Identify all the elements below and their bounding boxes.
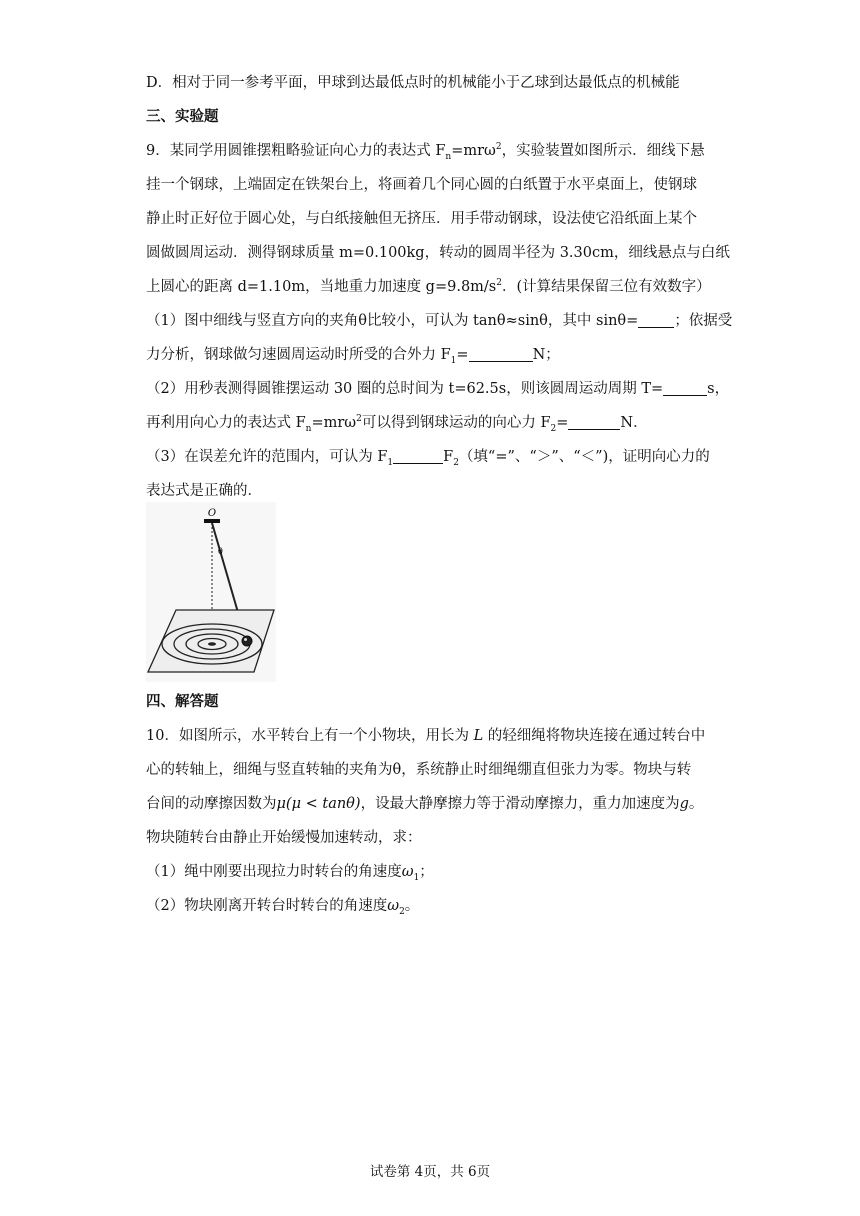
question-9-part-3-cont: 表达式是正确的． — [146, 483, 262, 499]
question-9-part-1-cont: 力分析，钢球做匀速圆周运动时所受的合外力 $F_1= N$； — [146, 347, 560, 366]
question-9-part-2: （2）用秒表测得圆锥摆运动 30 圈的总时间为 t=62.5s，则该圆周运动周期 T= s， — [146, 381, 730, 397]
answer-blank-period[interactable] — [663, 381, 707, 396]
section-heading-experiment: 三、实验题 — [146, 108, 219, 125]
conical-pendulum-figure — [146, 502, 276, 682]
steel-ball — [242, 636, 252, 646]
answer-blank-compare[interactable] — [393, 449, 443, 464]
answer-blank-sin[interactable] — [638, 313, 674, 328]
question-9-line-4: 圆做圆周运动．测得钢球质量 m=0.100kg，转动的圆周半径为 3.30cm，细线悬点与白纸 — [146, 245, 730, 261]
question-9-line-3: 静止时正好位于圆心处，与白纸接触但无挤压．用手带动钢球，设法使它沿纸面上某个 — [146, 211, 697, 227]
answer-blank-f1[interactable] — [469, 347, 533, 362]
question-10-part-2: （2）物块刚离开转台时转台的角速度$\omega_2$。 — [146, 898, 420, 917]
question-10-line-2: 心的转轴上，细绳与竖直转轴的夹角为θ，系统静止时细绳绷直但张力为零。物块与转 — [146, 762, 692, 778]
page-footer: 试卷第 4页，共 6页 — [369, 1164, 491, 1180]
ball-highlight — [244, 638, 247, 641]
answer-blank-f2[interactable] — [568, 415, 620, 430]
question-9-part-1: （1）图中细线与竖直方向的夹角θ比较小，可认为 tanθ≈sinθ，其中 sinθ= ；依据受 — [146, 313, 733, 329]
question-9-part-2-cont: 再利用向心力的表达式 $F_n=mr\omega^2$可以得到钢球运动的向心力 $F_2= N$． — [146, 414, 648, 434]
center-point — [208, 642, 216, 646]
question-9-line-1: 9．某同学用圆锥摆粗略验证向心力的表达式 $F_n=mr\omega^2$，实验装置如图所示．细线下悬 — [146, 142, 705, 162]
angle-label: θ — [218, 547, 223, 556]
section-heading-answers: 四、解答题 — [146, 693, 219, 710]
question-9-line-2: 挂一个钢球，上端固定在铁架台上，将画着几个同心圆的白纸置于水平桌面上，使钢球 — [146, 177, 697, 193]
question-10-line-4: 物块随转台由静止开始缓慢加速转动，求： — [146, 830, 422, 846]
option-d: D．相对于同一参考平面，甲球到达最低点时的机械能小于乙球到达最低点的机械能 — [146, 75, 680, 91]
question-10-line-3: 台间的动摩擦因数为μ(μ < tanθ)，设最大静摩擦力等于滑动摩擦力，重力加速度为g。 — [146, 796, 704, 812]
question-9-line-5: 上圆心的距离 d=1.10m，当地重力加速度 $g=9.8m/s^2$．(计算结果保留三位有效数字） — [146, 278, 711, 295]
question-10-line-1: 10．如图所示，水平转台上有一个小物块，用长为 L 的轻细绳将物块连接在通过转台中 — [146, 728, 706, 744]
pivot-label: O — [207, 508, 217, 519]
question-9-part-3: （3）在误差允许的范围内，可认为 $F_1$ $F_2$（填“=”、“＞”、“＜”)，证明向心力的 — [146, 449, 710, 468]
question-10-part-1: （1）绳中刚要出现拉力时转台的角速度$\omega_1$； — [146, 864, 434, 883]
pivot-mount — [204, 519, 220, 523]
